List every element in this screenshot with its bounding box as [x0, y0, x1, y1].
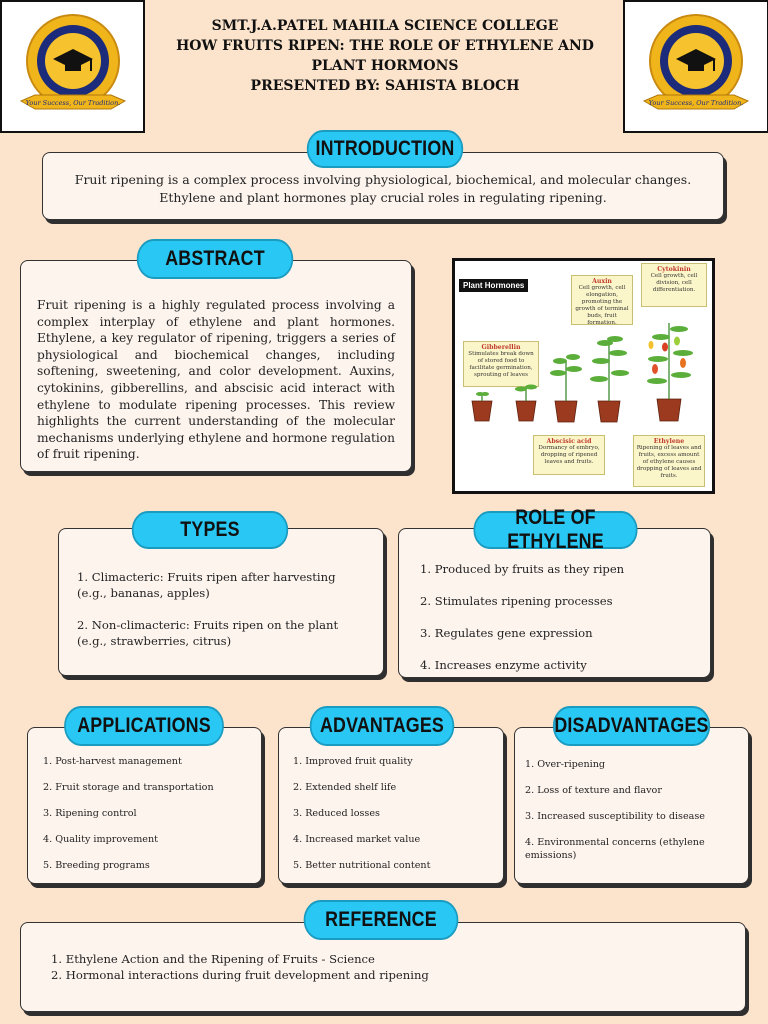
disadvantages-item-2: 2. Loss of texture and flavor — [525, 785, 662, 796]
poster-header — [160, 16, 610, 96]
introduction-line2: Ethylene and plant hormones play crucial roles in regulating ripening. — [159, 190, 607, 205]
svg-text:Your Success, Our Tradition.: Your Success, Our Tradition. — [25, 99, 120, 107]
types-item-1a: 1. Climacteric: Fruits ripen after harvesting — [77, 570, 336, 584]
role-item-2: 2. Stimulates ripening processes — [420, 594, 613, 608]
pot-4 — [598, 401, 620, 422]
types-item-1b: (e.g., bananas, apples) — [77, 586, 210, 600]
cytokinin-note: Cytokinin Cell growth, cell division, cell differentiation. — [641, 263, 707, 307]
reference-item-1: 1. Ethylene Action and the Ripening of Fruits - Science — [51, 952, 375, 966]
introduction-heading: INTRODUCTION — [307, 130, 463, 168]
poster-title-line2: PLANT HORMONS — [311, 58, 459, 74]
disadvantages-item-4a: 4. Environmental concerns (ethylene — [525, 837, 705, 848]
disadvantages-card — [514, 727, 749, 884]
advantages-heading: ADVANTAGES — [310, 706, 455, 746]
role-item-1: 1. Produced by fruits as they ripen — [420, 562, 625, 576]
applications-item-5: 5. Breeding programs — [43, 860, 150, 871]
disadvantages-item-4b: emissions) — [525, 850, 577, 861]
advantages-item-1: 1. Improved fruit quality — [293, 756, 413, 767]
reference-heading: REFERENCE — [304, 900, 459, 940]
gibberellin-note: Gibberellin Stimulates break down of stored food to facilitate germination, sprouting of leaves — [463, 341, 539, 387]
pot-5 — [657, 399, 681, 421]
types-heading: TYPES — [132, 511, 288, 549]
advantages-card — [278, 727, 504, 884]
abstract-card — [20, 260, 412, 472]
applications-card — [27, 727, 262, 884]
plant-hormones-figure — [452, 258, 715, 494]
introduction-line1: Fruit ripening is a complex process involving physiological, biochemical, and molecular changes. — [74, 172, 692, 187]
applications-heading: APPLICATIONS — [64, 706, 224, 746]
applications-item-4: 4. Quality improvement — [43, 834, 159, 845]
role-item-4: 4. Increases enzyme activity — [420, 658, 587, 672]
disadvantages-heading: DISADVANTAGES — [553, 706, 710, 746]
role-item-3: 3. Regulates gene expression — [420, 626, 593, 640]
advantages-item-3: 3. Reduced losses — [293, 808, 380, 819]
college-seal-icon — [636, 9, 756, 124]
applications-item-3: 3. Ripening control — [43, 808, 137, 819]
abscisic-note: Abscisic acid Dormancy of embryo, dropping of ripened leaves and fruits. — [533, 435, 605, 475]
poster-title-line1: HOW FRUITS RIPEN: THE ROLE OF ETHYLENE AND — [176, 38, 594, 54]
applications-item-1: 1. Post-harvest management — [43, 756, 182, 767]
applications-item-2: 2. Fruit storage and transportation — [43, 782, 214, 793]
pot-2 — [516, 401, 536, 421]
college-name: SMT.J.A.PATEL MAHILA SCIENCE COLLEGE — [211, 18, 559, 34]
college-seal-icon — [13, 9, 133, 124]
types-card — [58, 528, 384, 676]
abstract-text: Fruit ripening is a highly regulated process involving a complex interplay of ethylene and plant hormones. Ethylene, a key regulator of ripening, triggers a series of physiological and biochemical changes, including softening, sweetening, and color development. Auxins, cytokinins, gibberellins, and abscisic acid interact with ethylene to modulate ripening processes. This review highlights the current understanding of the molecular mechanisms underlying ethylene and hormone regulation of fruit ripening. — [37, 298, 395, 462]
ethylene-note: Ethylene Ripening of leaves and fruits, excess amount of ethylene causes dropping of leaves and fruits. — [633, 435, 705, 487]
plant-hormones-title: Plant Hormones — [459, 279, 528, 292]
college-logo-left — [0, 0, 145, 133]
disadvantages-item-3: 3. Increased susceptibility to disease — [525, 811, 705, 822]
disadvantages-item-1: 1. Over-ripening — [525, 759, 606, 770]
advantages-item-5: 5. Better nutritional content — [293, 860, 431, 871]
advantages-item-4: 4. Increased market value — [293, 834, 421, 845]
pot-3 — [555, 401, 577, 422]
pot-1 — [472, 401, 492, 421]
role-of-ethylene-heading: ROLE OF ETHYLENE — [473, 511, 637, 549]
abstract-heading: ABSTRACT — [137, 239, 293, 279]
presenter: PRESENTED BY: SAHISTA BLOCH — [250, 78, 520, 94]
college-logo-right — [623, 0, 768, 133]
types-item-2b: (e.g., strawberries, citrus) — [77, 634, 232, 648]
reference-item-2: 2. Hormonal interactions during fruit development and ripening — [51, 968, 429, 982]
auxin-note: Auxin Cell growth, cell elongation, promoting the growth of terminal buds, fruit formation. — [571, 275, 633, 325]
types-item-2a: 2. Non-climacteric: Fruits ripen on the plant — [77, 618, 339, 632]
advantages-item-2: 2. Extended shelf life — [293, 782, 397, 793]
svg-text:Your Success, Our Tradition.: Your Success, Our Tradition. — [648, 99, 744, 107]
